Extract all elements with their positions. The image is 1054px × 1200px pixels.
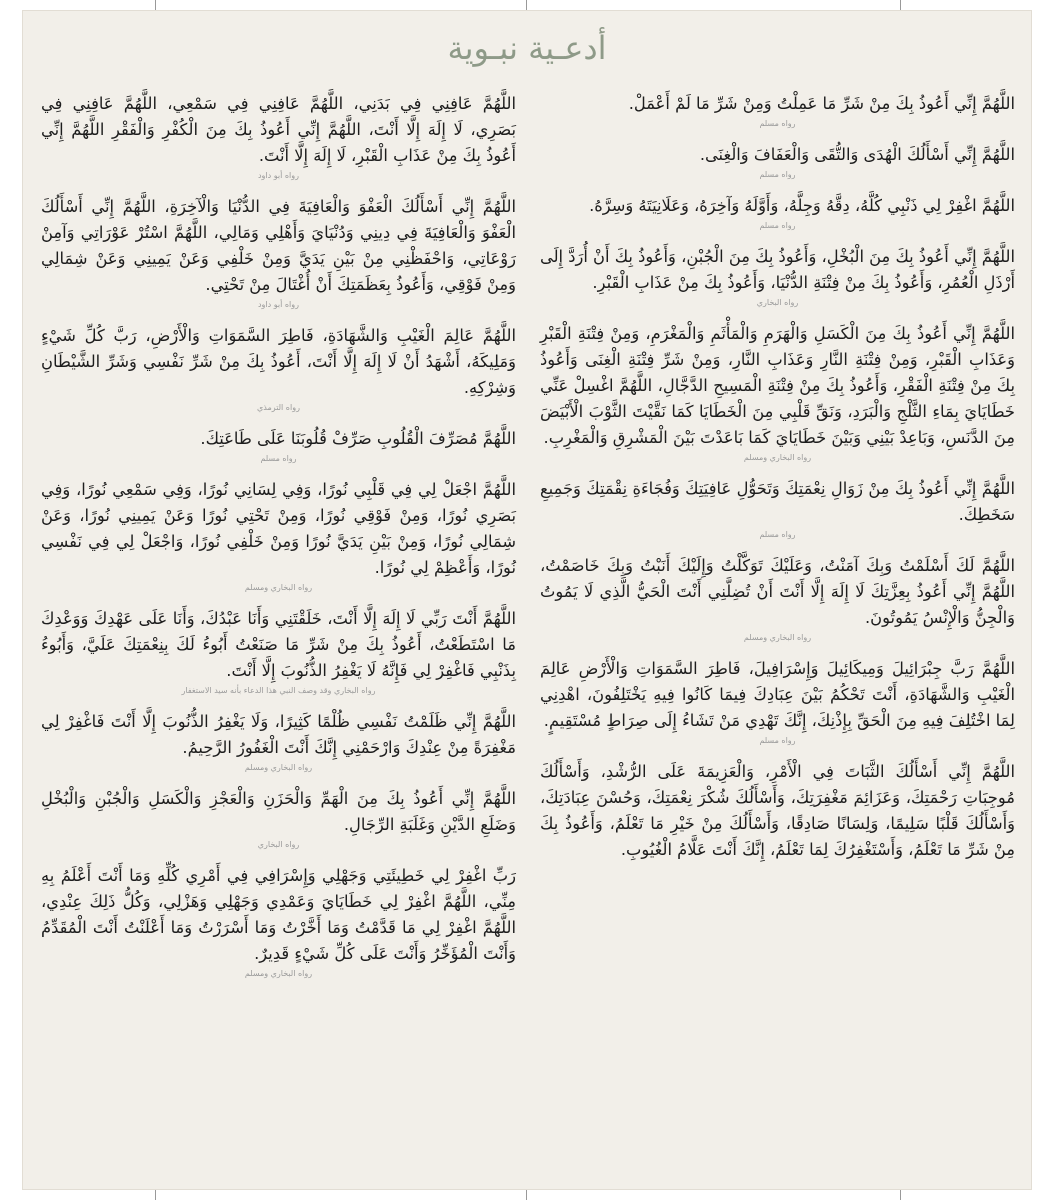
dua-block (41, 426, 516, 463)
dua-source: رواه مسلم (759, 530, 796, 539)
dua-text: اللَّهُمَّ عَافِنِي فِي بَدَنِي، اللَّهُمَّ عَافِنِي فِي سَمْعِي، اللَّهُمَّ عَافِنِي فِي بَصَرِي، لَا إِلَهَ إِلَّا أَنْتَ، اللَّهُمَّ إِنِّي أَعُوذُ بِكَ مِنَ الْكُفْرِ وَالْفَقْرِ اللَّهُمَّ إِنِّي أَعُوذُ بِكَ مِنْ عَذَابِ الْقَبْرِ، لَا إِلَهَ إِلَّا أَنْتَ. (41, 94, 516, 165)
dua-block (540, 553, 1015, 642)
dua-text: اللَّهُمَّ إِنِّي ظَلَمْتُ نَفْسِي ظُلْمًا كَثِيرًا، وَلَا يَغْفِرُ الذُّنُوبَ إِلَّا أَنْتَ فَاغْفِرْ لِي مَغْفِرَةً مِنْ عِنْدِكَ وَارْحَمْنِي إِنَّكَ أَنْتَ الْغَفُورُ الرَّحِيمُ. (41, 712, 516, 757)
dua-source: رواه أبو داود (257, 171, 300, 180)
dua-block (41, 786, 516, 849)
page-title: أدعـية نبـوية (447, 29, 607, 67)
dua-text: اللَّهُمَّ إِنِّي أَعُوذُ بِكَ مِنَ الْهَمِّ وَالْحَزَنِ وَالْعَجْزِ وَالْكَسَلِ وَالْجُبْنِ وَالْبُخْلِ وَضَلَعِ الدَّيْنِ وَغَلَبَةِ الرِّجَالِ. (41, 789, 516, 834)
right-column (540, 91, 1015, 1181)
dua-text: اللَّهُمَّ إِنِّي أَسْأَلُكَ الْهُدَى وَالتُّقَى وَالْعَفَافَ وَالْغِنَى. (699, 145, 1015, 164)
dua-source: رواه مسلم (759, 221, 796, 230)
crop-mark (155, 1190, 156, 1200)
dua-text: اللَّهُمَّ لَكَ أَسْلَمْتُ وَبِكَ آمَنْتُ، وَعَلَيْكَ تَوَكَّلْتُ وَإِلَيْكَ أَنَبْتُ وَبِكَ خَاصَمْتُ، اللَّهُمَّ إِنِّي أَعُوذُ بِعِزَّتِكَ لَا إِلَهَ إِلَّا أَنْتَ أَنْ تُضِلَّنِي أَنْتَ الْحَيُّ الَّذِي لَا يَمُوتُ وَالْجِنُّ وَالْإِنْسُ يَمُوتُونَ. (540, 556, 1015, 627)
dua-source: رواه البخاري ومسلم (244, 583, 313, 592)
dua-text: اللَّهُمَّ مُصَرِّفَ الْقُلُوبِ صَرِّفْ قُلُوبَنَا عَلَى طَاعَتِكَ. (200, 429, 516, 448)
dua-source: رواه البخاري ومسلم (743, 633, 812, 642)
dua-source: رواه البخاري (257, 840, 300, 849)
left-column (41, 91, 516, 1181)
crop-mark (526, 0, 527, 10)
dua-text: اللَّهُمَّ اغْفِرْ لِي ذَنْبِي كُلَّهُ، دِقَّهُ وَجِلَّهُ، وَأَوَّلَهُ وَآخِرَهُ، وَعَلَانِيَتَهُ وَسِرَّهُ. (589, 196, 1015, 215)
crop-mark (900, 1190, 901, 1200)
dua-source: رواه أبو داود (257, 300, 300, 309)
dua-block (540, 142, 1015, 179)
dua-source: رواه مسلم (759, 170, 796, 179)
dua-block (540, 759, 1015, 863)
dua-text: اللَّهُمَّ إِنِّي أَعُوذُ بِكَ مِنَ الْكَسَلِ وَالْهَرَمِ وَالْمَأْثَمِ وَالْمَغْرَمِ، وَمِنْ فِتْنَةِ الْقَبْرِ وَعَذَابِ الْقَبْرِ، وَمِنْ فِتْنَةِ النَّارِ وَعَذَابِ النَّارِ، وَمِنْ شَرِّ فِتْنَةِ الْغِنَى وَأَعُوذُ بِكَ مِنْ فِتْنَةِ الْفَقْرِ، وَأَعُوذُ بِكَ مِنْ فِتْنَةِ الْمَسِيحِ الدَّجَّالِ، اللَّهُمَّ اغْسِلْ عَنِّي خَطَايَايَ بِمَاءِ الثَّلْجِ وَالْبَرَدِ، وَنَقِّ قَلْبِي مِنَ الْخَطَايَا كَمَا نَقَّيْتَ الثَّوْبَ الْأَبْيَضَ مِنَ الدَّنَسِ، وَبَاعِدْ بَيْنِي وَبَيْنَ خَطَايَايَ كَمَا بَاعَدْتَ بَيْنَ الْمَشْرِقِ وَالْمَغْرِبِ. (540, 324, 1015, 447)
dua-block (41, 709, 516, 772)
dua-source: رواه البخاري ومسلم (244, 763, 313, 772)
dua-text: اللَّهُمَّ أَنْتَ رَبِّي لَا إِلَهَ إِلَّا أَنْتَ، خَلَقْتَنِي وَأَنَا عَبْدُكَ، وَأَنَا عَلَى عَهْدِكَ وَوَعْدِكَ مَا اسْتَطَعْتُ، أَعُوذُ بِكَ مِنْ شَرِّ مَا صَنَعْتُ أَبُوءُ لَكَ بِنِعْمَتِكَ عَلَيَّ، وَأَبُوءُ بِذَنْبِي فَاغْفِرْ لِي فَإِنَّهُ لَا يَغْفِرُ الذُّنُوبَ إِلَّا أَنْتَ. (41, 609, 516, 680)
dua-text: اللَّهُمَّ رَبَّ جِبْرَائِيلَ وَمِيكَائِيلَ وَإِسْرَافِيلَ، فَاطِرَ السَّمَوَاتِ وَالْأَرْضِ عَالِمَ الْغَيْبِ وَالشَّهَادَةِ، أَنْتَ تَحْكُمُ بَيْنَ عِبَادِكَ فِيمَا كَانُوا فِيهِ يَخْتَلِفُونَ، اهْدِنِي لِمَا اخْتُلِفَ فِيهِ مِنَ الْحَقِّ بِإِذْنِكَ، إِنَّكَ تَهْدِي مَنْ تَشَاءُ إِلَى صِرَاطٍ مُسْتَقِيمٍ. (540, 659, 1015, 730)
dua-block (41, 863, 516, 978)
document-page (22, 10, 1032, 1190)
dua-text: اللَّهُمَّ إِنِّي أَعُوذُ بِكَ مِنَ الْبُخْلِ، وَأَعُوذُ بِكَ مِنَ الْجُبْنِ، وَأَعُوذُ بِكَ أَنْ أُرَدَّ إِلَى أَرْذَلِ الْعُمُرِ، وَأَعُوذُ بِكَ مِنْ فِتْنَةِ الدُّنْيَا، وَأَعُوذُ بِكَ مِنْ عَذَابِ الْقَبْرِ. (540, 247, 1015, 292)
dua-block (540, 91, 1015, 128)
crop-mark (155, 0, 156, 10)
dua-block (41, 477, 516, 592)
dua-source: رواه مسلم (759, 736, 796, 745)
dua-block (540, 476, 1015, 539)
dua-source: رواه الترمذي (257, 403, 300, 412)
dua-source: رواه مسلم (759, 119, 796, 128)
dua-block (41, 606, 516, 695)
dua-source: رواه البخاري ومسلم (743, 453, 812, 462)
dua-text: اللَّهُمَّ إِنِّي أَعُوذُ بِكَ مِنْ شَرِّ مَا عَمِلْتُ وَمِنْ شَرِّ مَا لَمْ أَعْمَلْ. (628, 94, 1015, 113)
dua-source: رواه البخاري ومسلم (244, 969, 313, 978)
crop-mark (900, 0, 901, 10)
dua-text: اللَّهُمَّ إِنِّي أَسْأَلُكَ الثَّبَاتَ فِي الْأَمْرِ، وَالْعَزِيمَةَ عَلَى الرُّشْدِ، وَأَسْأَلُكَ مُوجِبَاتِ رَحْمَتِكَ، وَعَزَائِمَ مَغْفِرَتِكَ، وَأَسْأَلُكَ شُكْرَ نِعْمَتِكَ، وَحُسْنَ عِبَادَتِكَ، وَأَسْأَلُكَ قَلْبًا سَلِيمًا، وَلِسَانًا صَادِقًا، وَأَسْأَلُكَ مِنْ خَيْرِ مَا تَعْلَمُ، وَأَعُوذُ بِكَ مِنْ شَرِّ مَا تَعْلَمُ، وَأَسْتَغْفِرُكَ لِمَا تَعْلَمُ، إِنَّكَ أَنْتَ عَلَّامُ الْغُيُوبِ. (540, 762, 1015, 859)
dua-block (540, 656, 1015, 745)
dua-text: اللَّهُمَّ إِنِّي أَعُوذُ بِكَ مِنْ زَوَالِ نِعْمَتِكَ وَتَحَوُّلِ عَافِيَتِكَ وَفُجَاءَةِ نِقْمَتِكَ وَجَمِيعِ سَخَطِكَ. (540, 479, 1015, 524)
dua-block (41, 323, 516, 412)
dua-block (540, 244, 1015, 307)
dua-source: رواه البخاري (756, 298, 799, 307)
dua-text: اللَّهُمَّ عَالِمَ الْغَيْبِ وَالشَّهَادَةِ، فَاطِرَ السَّمَوَاتِ وَالْأَرْضِ، رَبَّ كُلِّ شَيْءٍ وَمَلِيكَهُ، أَشْهَدُ أَنْ لَا إِلَهَ إِلَّا أَنْتَ، أَعُوذُ بِكَ مِنْ شَرِّ نَفْسِي وَشَرِّ الشَّيْطَانِ وَشِرْكِهِ. (41, 326, 516, 397)
dua-block (41, 194, 516, 309)
dua-text: اللَّهُمَّ إِنِّي أَسْأَلُكَ الْعَفْوَ وَالْعَافِيَةَ فِي الدُّنْيَا وَالْآخِرَةِ، اللَّهُمَّ إِنِّي أَسْأَلُكَ الْعَفْوَ وَالْعَافِيَةَ فِي دِينِي وَدُنْيَايَ وَأَهْلِي وَمَالِي، اللَّهُمَّ اسْتُرْ عَوْرَاتِي وَآمِنْ رَوْعَاتِي، وَاحْفَظْنِي مِنْ بَيْنِ يَدَيَّ وَمِنْ خَلْفِي وَعَنْ يَمِينِي وَعَنْ شِمَالِي وَمِنْ فَوْقِي، وَأَعُوذُ بِعَظَمَتِكَ أَنْ أُغْتَالَ مِنْ تَحْتِي. (41, 197, 516, 294)
dua-text: رَبِّ اغْفِرْ لِي خَطِيئَتِي وَجَهْلِي وَإِسْرَافِي فِي أَمْرِي كُلِّهِ وَمَا أَنْتَ أَعْلَمُ بِهِ مِنِّي، اللَّهُمَّ اغْفِرْ لِي خَطَايَايَ وَعَمْدِي وَجَهْلِي وَهَزْلِي، وَكُلُّ ذَلِكَ عِنْدِي، اللَّهُمَّ اغْفِرْ لِي مَا قَدَّمْتُ وَمَا أَخَّرْتُ وَمَا أَسْرَرْتُ وَمَا أَعْلَنْتُ أَنْتَ الْمُقَدِّمُ وَأَنْتَ الْمُؤَخِّرُ وَأَنْتَ عَلَى كُلِّ شَيْءٍ قَدِيرٌ. (41, 866, 516, 963)
dua-block (540, 321, 1015, 462)
columns (41, 91, 1015, 1181)
crop-mark (526, 1190, 527, 1200)
dua-source: رواه مسلم (260, 454, 297, 463)
dua-source: رواه البخاري وقد وصف النبي هذا الدعاء بأنه سيد الاستغفار (181, 686, 376, 695)
dua-text: اللَّهُمَّ اجْعَلْ لِي فِي قَلْبِي نُورًا، وَفِي لِسَانِي نُورًا، وَفِي سَمْعِي نُورًا، وَفِي بَصَرِي نُورًا، وَمِنْ فَوْقِي نُورًا، وَمِنْ تَحْتِي نُورًا وَعَنْ يَمِينِي نُورًا، وَعَنْ شِمَالِي نُورًا، وَمِنْ بَيْنِ يَدَيَّ نُورًا وَمِنْ خَلْفِي نُورًا، وَاجْعَلْ لِي فِي نَفْسِي نُورًا، وَأَعْظِمْ لِي نُورًا. (41, 480, 516, 577)
dua-block (41, 91, 516, 180)
dua-block (540, 193, 1015, 230)
